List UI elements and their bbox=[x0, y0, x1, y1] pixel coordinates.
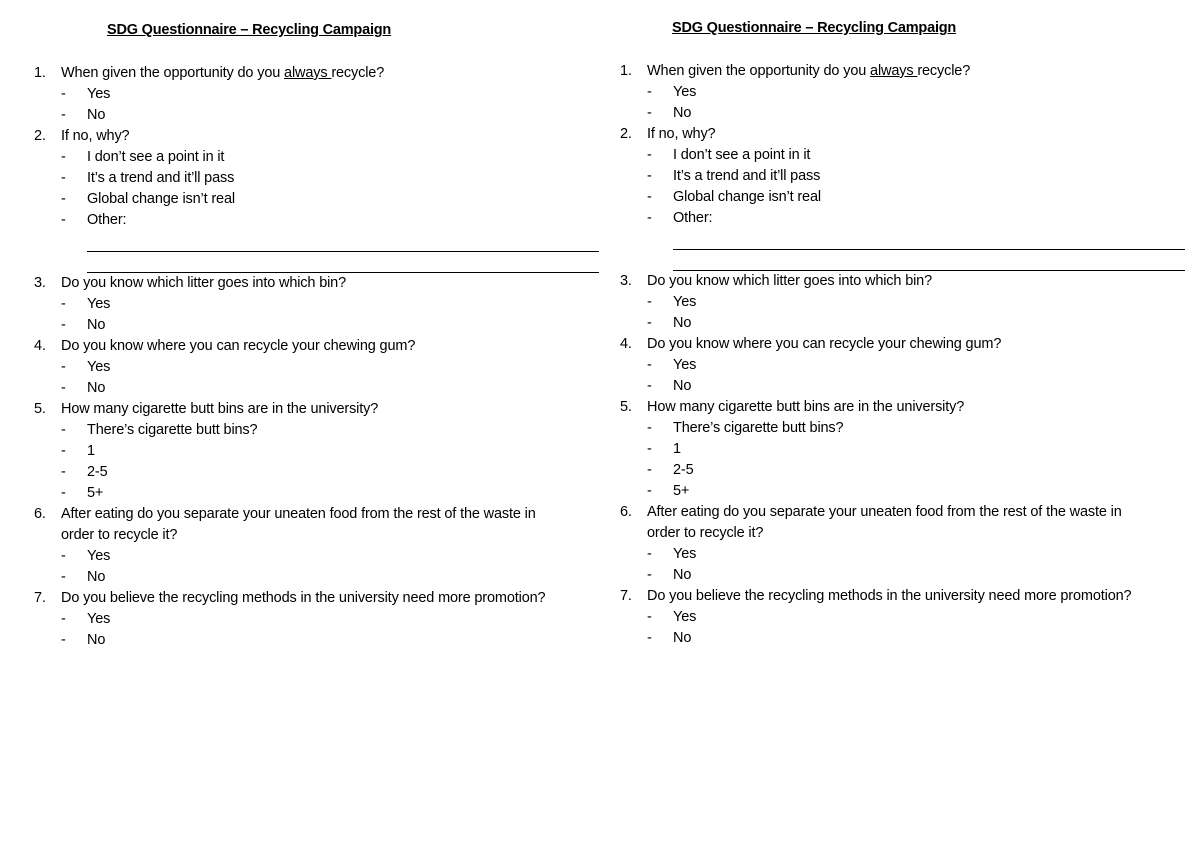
question-4 bbox=[620, 334, 1190, 355]
question-text: After eating do you separate your uneaten food from the rest of the waste in bbox=[61, 506, 536, 522]
question-6 bbox=[34, 504, 604, 525]
option-no[interactable]: - No bbox=[647, 630, 692, 646]
question-text-continued: order to recycle it? bbox=[647, 525, 764, 541]
question-number: 6. bbox=[34, 506, 46, 522]
question-number: 7. bbox=[620, 588, 632, 604]
option-yes[interactable]: - Yes bbox=[61, 296, 111, 312]
option-no[interactable]: - No bbox=[61, 317, 106, 333]
option-yes[interactable]: - Yes bbox=[61, 548, 111, 564]
option-no[interactable]: - No bbox=[647, 378, 692, 394]
emphasis-word: always bbox=[870, 63, 918, 79]
question-number: 3. bbox=[34, 275, 46, 291]
question-2 bbox=[34, 126, 604, 147]
option-two-to-five[interactable]: - 2-5 bbox=[647, 462, 694, 478]
question-text-continued: order to recycle it? bbox=[61, 527, 178, 543]
question-4 bbox=[34, 336, 604, 357]
question-number: 2. bbox=[34, 128, 46, 144]
question-3 bbox=[620, 271, 1190, 292]
option-no-point[interactable]: - I don’t see a point in it bbox=[647, 147, 811, 163]
question-text: If no, why? bbox=[61, 128, 130, 144]
option-other[interactable]: - Other: bbox=[647, 210, 713, 226]
questionnaire-title: SDG Questionnaire – Recycling Campaign bbox=[107, 22, 392, 38]
question-number: 2. bbox=[620, 126, 632, 142]
question-number: 5. bbox=[34, 401, 46, 417]
option-no-bins[interactable]: - There’s cigarette butt bins? bbox=[61, 422, 258, 438]
question-number: 4. bbox=[620, 336, 632, 352]
option-yes[interactable]: - Yes bbox=[647, 609, 697, 625]
option-global-change[interactable]: - Global change isn’t real bbox=[647, 189, 821, 205]
question-text: After eating do you separate your uneaten food from the rest of the waste in bbox=[647, 504, 1122, 520]
question-6 bbox=[620, 502, 1190, 523]
question-7 bbox=[34, 588, 604, 609]
question-number: 4. bbox=[34, 338, 46, 354]
option-no[interactable]: - No bbox=[61, 380, 106, 396]
questionnaire-left bbox=[0, 0, 590, 848]
question-text: Do you know which litter goes into which bin? bbox=[647, 273, 933, 289]
option-no[interactable]: - No bbox=[61, 107, 106, 123]
question-text: When given the opportunity do you always recycle? bbox=[61, 65, 385, 81]
question-1 bbox=[34, 63, 604, 84]
question-number: 3. bbox=[620, 273, 632, 289]
question-text: Do you believe the recycling methods in the university need more promotion? bbox=[647, 588, 1132, 604]
option-no[interactable]: - No bbox=[61, 569, 106, 585]
option-yes[interactable]: - Yes bbox=[647, 546, 697, 562]
option-no[interactable]: - No bbox=[61, 632, 106, 648]
option-yes[interactable]: - Yes bbox=[61, 611, 111, 627]
question-text: How many cigarette butt bins are in the university? bbox=[61, 401, 379, 417]
option-yes[interactable]: - Yes bbox=[61, 359, 111, 375]
question-text: Do you know where you can recycle your chewing gum? bbox=[647, 336, 1002, 352]
question-number: 6. bbox=[620, 504, 632, 520]
option-two-to-five[interactable]: - 2-5 bbox=[61, 464, 108, 480]
option-no[interactable]: - No bbox=[647, 315, 692, 331]
option-no-point[interactable]: - I don’t see a point in it bbox=[61, 149, 225, 165]
question-5 bbox=[34, 399, 604, 420]
other-answer-line-1[interactable] bbox=[620, 229, 1190, 250]
question-text: Do you know which litter goes into which bin? bbox=[61, 275, 347, 291]
question-number: 7. bbox=[34, 590, 46, 606]
question-text: If no, why? bbox=[647, 126, 716, 142]
option-no[interactable]: - No bbox=[647, 567, 692, 583]
option-other[interactable]: - Other: bbox=[61, 212, 127, 228]
option-yes[interactable]: - Yes bbox=[61, 86, 111, 102]
option-no-bins[interactable]: - There’s cigarette butt bins? bbox=[647, 420, 844, 436]
question-number: 1. bbox=[34, 65, 46, 81]
question-1 bbox=[620, 61, 1190, 82]
question-2 bbox=[620, 124, 1190, 145]
option-yes[interactable]: - Yes bbox=[647, 294, 697, 310]
question-3 bbox=[34, 273, 604, 294]
question-number: 5. bbox=[620, 399, 632, 415]
option-one[interactable]: - 1 bbox=[647, 441, 681, 457]
option-yes[interactable]: - Yes bbox=[647, 84, 697, 100]
question-number: 1. bbox=[620, 63, 632, 79]
question-list bbox=[620, 61, 1190, 649]
option-one[interactable]: - 1 bbox=[61, 443, 95, 459]
other-answer-line-1[interactable] bbox=[34, 231, 604, 252]
question-7 bbox=[620, 586, 1190, 607]
question-list bbox=[34, 63, 604, 651]
question-text: Do you believe the recycling methods in the university need more promotion? bbox=[61, 590, 546, 606]
question-text: When given the opportunity do you always recycle? bbox=[647, 63, 971, 79]
questionnaire-title: SDG Questionnaire – Recycling Campaign bbox=[672, 20, 957, 36]
question-text: How many cigarette butt bins are in the university? bbox=[647, 399, 965, 415]
questionnaire-right bbox=[586, 0, 1176, 848]
option-five-plus[interactable]: - 5+ bbox=[61, 485, 104, 501]
question-text: Do you know where you can recycle your chewing gum? bbox=[61, 338, 416, 354]
option-five-plus[interactable]: - 5+ bbox=[647, 483, 690, 499]
question-5 bbox=[620, 397, 1190, 418]
other-answer-line-2[interactable] bbox=[620, 250, 1190, 271]
option-yes[interactable]: - Yes bbox=[647, 357, 697, 373]
other-answer-line-2[interactable] bbox=[34, 252, 604, 273]
option-no[interactable]: - No bbox=[647, 105, 692, 121]
option-trend[interactable]: - It’s a trend and it’ll pass bbox=[647, 168, 821, 184]
option-global-change[interactable]: - Global change isn’t real bbox=[61, 191, 235, 207]
emphasis-word: always bbox=[284, 65, 332, 81]
option-trend[interactable]: - It’s a trend and it’ll pass bbox=[61, 170, 235, 186]
